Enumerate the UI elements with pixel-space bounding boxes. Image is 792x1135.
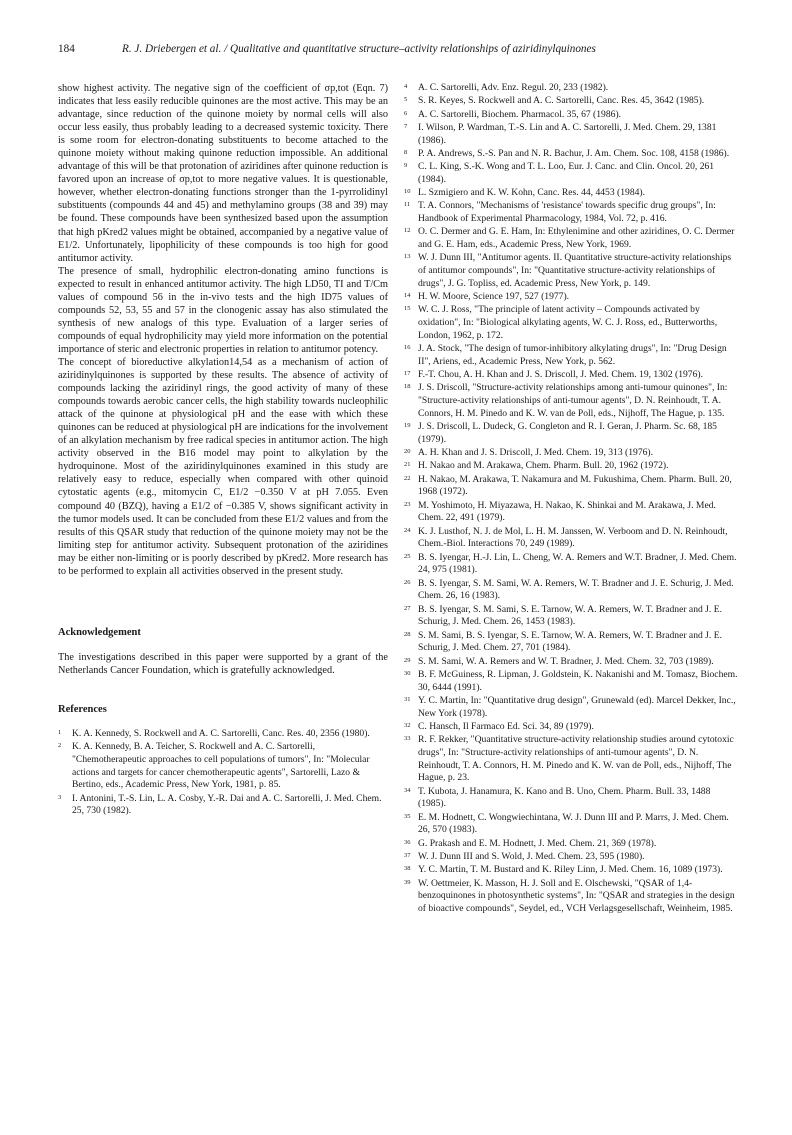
reference-number: 22 [404, 474, 411, 482]
reference-number: 6 [404, 109, 408, 117]
reference-number: 12 [404, 227, 411, 235]
reference-text: G. Prakash and E. M. Hodnett, J. Med. Chem. 21, 369 (1978). [418, 837, 657, 849]
reference-item [58, 741, 388, 792]
reference-item [58, 793, 388, 818]
reference-number: 4 [404, 83, 408, 90]
reference-text: A. C. Sartorelli, Biochem. Pharmacol. 35, 67 (1986). [418, 108, 622, 120]
reference-number: 21 [404, 461, 411, 469]
reference-number: 28 [404, 630, 411, 638]
reference-number: 2 [58, 742, 62, 750]
reference-item [404, 161, 740, 186]
reference-number: 29 [404, 656, 411, 664]
reference-text: A. H. Khan and J. S. Driscoll, J. Med. Chem. 19, 313 (1976). [418, 447, 654, 459]
reference-text: E. M. Hodnett, C. Wongwiechintana, W. J. Dunn III and P. Marrs, J. Med. Chem. 26, 570 (1983). [418, 811, 729, 836]
reference-text: H. Nakao, M. Arakawa, T. Nakamura and M. Fukushima, Chem. Pharm. Bull. 20, 1968 (1972). [418, 473, 732, 498]
reference-number: 37 [404, 852, 411, 860]
reference-item [404, 669, 740, 694]
reference-number: 26 [404, 578, 411, 586]
reference-item [404, 82, 740, 95]
body-paragraph: The presence of small, hydrophilic electron-donating amino functions is expected to result in enhanced antitumor activity. The high LD50, TI and T/Cm values of compound 56 in the in-vivo tests and the high ID75 values of compounds 52, 53, 55 and 57 in the clonogenic assay has also stimulated the synthesis of new analogs of this type. Evaluation of a larger series of compounds of equal hydrophilicity may yield more information on the potential importance of steric and electronic properties in relation to antitumor potency. [58, 265, 388, 355]
reference-text: J. S. Driscoll, L. Dudeck, G. Congleton and R. I. Geran, J. Pharm. Sc. 68, 185 (1979). [418, 421, 717, 445]
reference-item [404, 695, 740, 720]
reference-text: H. Nakao and M. Arakawa, Chem. Pharm. Bull. 20, 1962 (1972). [418, 460, 669, 472]
reference-number: 14 [404, 292, 411, 300]
reference-text: I. Antonini, T.-S. Lin, L. A. Cosby, Y.-R. Dai and A. C. Sartorelli, J. Med. Chem. 25, 730 (1982). [72, 792, 382, 817]
reference-number: 10 [404, 188, 411, 196]
reference-text: W. Oettmeier, K. Masson, H. J. Soll and E. Olschewski, "QSAR of 1,4-benzoquinones in photosynthetic systems", In: "QSAR and strategies in the design of bioactive compounds", Seydel, ed., VCH Verlagsgesellschaft, Weinheim, 1985. [418, 877, 735, 915]
reference-number: 9 [404, 162, 408, 170]
reference-item [404, 656, 740, 669]
reference-number: 1 [58, 728, 62, 736]
reference-number: 31 [404, 696, 411, 704]
reference-number: 36 [404, 838, 411, 846]
reference-text: I. Wilson, P. Wardman, T.-S. Lin and A. C. Sartorelli, J. Med. Chem. 29, 1381 (1986). [418, 121, 717, 146]
reference-item [404, 200, 740, 225]
reference-item [404, 421, 740, 446]
reference-number: 27 [404, 604, 411, 612]
reference-text: F.-T. Chou, A. H. Khan and J. S. Driscoll, J. Med. Chem. 19, 1302 (1976). [418, 369, 703, 381]
page-header [58, 43, 734, 61]
reference-item [404, 447, 740, 460]
reference-number: 33 [404, 735, 411, 743]
reference-text: B. S. Iyengar, H.-J. Lin, L. Cheng, W. A. Remers and W.T. Bradner, J. Med. Chem. 24, 975 (1981). [418, 551, 737, 576]
reference-item [404, 474, 740, 499]
reference-item [404, 369, 740, 382]
reference-list-left [58, 728, 388, 818]
reference-item [404, 604, 740, 629]
reference-item [404, 382, 740, 420]
reference-number: 8 [404, 148, 408, 156]
reference-text: J. S. Driscoll, "Structure-activity relationships among anti-tumour quinones", In: "Structure-activity relationships of anti-tumour agents", D. N. Reinhoudt, T. A. Connors, H. M. Pinedo and K. W. van de Poll, eds., Nijhoff, The Hague, p. 135. [418, 382, 728, 419]
reference-number: 20 [404, 448, 411, 456]
reference-number: 32 [404, 722, 411, 730]
reference-text: P. A. Andrews, S.-S. Pan and N. R. Bachur, J. Am. Chem. Soc. 108, 4158 (1986). [418, 147, 730, 159]
reference-text: C. Hansch, Il Farmaco Ed. Sci. 34, 89 (1979). [418, 721, 594, 733]
reference-item [404, 148, 740, 161]
acknowledgement-text: The investigations described in this paper were supported by a grant of the Netherlands Cancer Foundation, which is gratefully acknowledged. [58, 651, 388, 676]
reference-item [404, 838, 740, 851]
reference-text: K. A. Kennedy, S. Rockwell and A. C. Sartorelli, Canc. Res. 40, 2356 (1980). [72, 727, 370, 739]
reference-item [404, 878, 740, 916]
reference-item [404, 304, 740, 342]
reference-text: R. F. Rekker, "Quantitative structure-activity relationship studies around cytotoxic drugs", In: "Structure-activity relationships of anti-tumour agents", D. N. Reinhoudt, T. A. Connors, H. M. Pinedo and K. W. van de Poll, eds., Nijhoff, The Hague, p. 23. [418, 734, 734, 784]
right-column [404, 82, 740, 916]
reference-text: Y. C. Martin, T. M. Bustard and K. Riley Linn, J. Med. Chem. 16, 1089 (1973). [418, 864, 723, 876]
references-heading: References [58, 703, 107, 715]
reference-number: 15 [404, 305, 411, 313]
reference-number: 38 [404, 865, 411, 873]
reference-text: B. F. McGuiness, R. Lipman, J. Goldstein, K. Nakanishi and M. Tomasz, Biochem. 30, 6444 (1991). [418, 669, 738, 693]
reference-number: 25 [404, 552, 411, 560]
reference-item [404, 721, 740, 734]
reference-number: 7 [404, 122, 408, 130]
reference-item [404, 812, 740, 837]
reference-text: S. M. Sami, W. A. Remers and W. T. Bradner, J. Med. Chem. 32, 703 (1989). [418, 655, 714, 667]
body-paragraph: show highest activity. The negative sign of the coefficient of σp,tot (Eqn. 7) indicates that less easily reducible quinones are the most active. This may be an advantage, since reduction of the quinone moiety by normal cells will also occur less easily, thus probably leading to a decreased systemic toxicity. There is some room for electron-donating substituents to become attached to the quinone moiety without making quinone reduction impossible. An additional advantage of this will be that protonation of aziridines after quinone reduction is favored upon an increase of σp,tot to more negative values. It is questionable, however, whether electron-donating functions stronger than the 1-pyrrolidinyl substituents (compounds 44 and 45) and methylamino groups (38 and 39) may be found. These compounds have been synthesized based upon the assumption that high pKred2 values might be obtained, accompanied by a negative value of E1/2. Unfortunately, lipophilicity of these compounds is too high for good antitumor activity. [58, 83, 388, 264]
reference-text: W. J. Dunn III and S. Wold, J. Med. Chem. 23, 595 (1980). [418, 851, 645, 863]
running-head: R. J. Driebergen et al. / Qualitative and quantitative structure–activity relationships of aziridinylquinones [122, 43, 596, 55]
reference-text: J. A. Stock, "The design of tumor-inhibitory alkylating drugs", In: "Drug Design II", Ariens, ed., Academic Press, New York, p. 562. [418, 343, 727, 367]
reference-number: 18 [404, 383, 411, 391]
reference-text: S. R. Keyes, S. Rockwell and A. C. Sartorelli, Canc. Res. 45, 3642 (1985). [418, 95, 705, 107]
reference-number: 35 [404, 812, 411, 820]
reference-item [404, 252, 740, 290]
reference-number: 13 [404, 253, 411, 261]
reference-item [404, 578, 740, 603]
reference-text: B. S. Iyengar, S. M. Sami, W. A. Remers, W. T. Bradner and J. E. Schurig, J. Med. Chem. 26, 16 (1983). [418, 577, 734, 602]
reference-text: T. A. Connors, "Mechanisms of 'resistance' towards specific drug groups", In: Handbook of Experimental Pharmacology, 1984, Vol. 72, p. 416. [418, 200, 716, 225]
reference-item [404, 109, 740, 122]
reference-item [58, 728, 388, 741]
reference-text: W. C. J. Ross, "The principle of latent activity – Compounds activated by oxidation", In: "Biological alkylating agents, W. C. J. Ross, ed., Butterworths, London, 1962, p. 172. [418, 304, 718, 341]
reference-text: K. J. Lusthof, N. J. de Mol, L. H. M. Janssen, W. Verboom and D. N. Reinhoudt, Chem.-Biol. Interactions 70, 249 (1989). [418, 525, 728, 550]
reference-item [404, 95, 740, 108]
reference-item [404, 630, 740, 655]
reference-number: 30 [404, 670, 411, 678]
reference-number: 17 [404, 370, 411, 378]
reference-number: 24 [404, 526, 411, 534]
reference-item [404, 187, 740, 200]
reference-text: T. Kubota, J. Hanamura, K. Kano and B. Uno, Chem. Pharm. Bull. 33, 1488 (1985). [418, 785, 711, 810]
reference-text: L. Szmigiero and K. W. Kohn, Canc. Res. 44, 4453 (1984). [418, 187, 646, 199]
reference-item [404, 864, 740, 877]
left-column [58, 82, 388, 819]
reference-item [404, 226, 740, 251]
reference-item [404, 786, 740, 811]
reference-item [404, 552, 740, 577]
reference-number: 11 [404, 201, 411, 209]
body-paragraph: The concept of bioreductive alkylation14,54 as a mechanism of action of aziridinylquinones is supported by these results. The absence of activity of compounds lacking the aziridinyl rings, the good activity of many of these compounds towards aerobic cancer cells, the high stability towards nucleophilic attack of the quinone at physiological pH and the ease with which these quinones can be reduced at physiological pH are indications for the involvement of an alkylation mechanism by free radical species in antitumor action. The high activity observed in the B16 model may point to alkylation by the hydroquinone. Most of the aziridinylquinones examined in this study are relatively easy to reduce, especially when compared with other quinoid cytostatic agents (e.g., mitomycin C, E1/2 −0.350 V at pH 7.055. Even compound 40 (BZQ), having a E1/2 of −0.385 V, shows significant activity in the tumor models used. It can be concluded from these E1/2 values and from the results of this QSAR study that reduction of the quinone moiety may not be the limiting step for antitumor activity. Subsequent protonation of the aziridines may be either non-limiting or is poorly described by pKred2. More research has to be performed to explain all activities observed in the present study. [58, 356, 388, 577]
reference-text: A. C. Sartorelli, Adv. Enz. Regul. 20, 233 (1982). [418, 82, 609, 93]
reference-item [404, 291, 740, 304]
reference-text: Y. C. Martin, In: "Quantitative drug design", Grunewald (ed). Marcel Dekker, Inc., New York (1978). [418, 695, 736, 719]
reference-text: B. S. Iyengar, S. M. Sami, S. E. Tarnow, W. A. Remers, W. T. Bradner and J. E. Schurig, J. Med. Chem. 26, 1453 (1983). [418, 603, 722, 628]
reference-list-right [404, 82, 740, 916]
reference-text: C. L. King, S.-K. Wong and T. L. Loo, Eur. J. Canc. and Clin. Oncol. 20, 261 (1984). [418, 161, 715, 185]
reference-number: 23 [404, 500, 411, 508]
reference-text: O. C. Dermer and G. E. Ham, In: Ethylenimine and other aziridines, O. C. Dermer and G. E. Ham, eds., Academic Press, New York, 1969. [418, 226, 735, 251]
reference-text: K. A. Kennedy, B. A. Teicher, S. Rockwell and A. C. Sartorelli, "Chemotherapeutic approaches to cell populations of tumors", In: "Molecular actions and targets for cancer chemotherapeutic agents", Sartorelli, Lazo & Bertino, eds., Academic Press, New York, 1981, p. 85. [72, 741, 370, 791]
reference-number: 16 [404, 344, 411, 352]
reference-text: W. J. Dunn III, "Antitumor agents. II. Quantitative structure-activity relationships of antitumor compounds", In: "Quantitative structure-activity relationships of drugs", J. G. Topliss, ed. Academic Press, New York, p. 149. [418, 252, 732, 289]
reference-item [404, 851, 740, 864]
reference-number: 34 [404, 786, 411, 794]
reference-item [404, 122, 740, 147]
reference-number: 3 [58, 793, 62, 801]
reference-text: M. Yoshimoto, H. Miyazawa, H. Nakao, K. Shinkai and M. Arakawa, J. Med. Chem. 22, 491 (1979). [418, 499, 716, 524]
reference-text: H. W. Moore, Science 197, 527 (1977). [418, 291, 570, 303]
reference-item [404, 734, 740, 785]
reference-text: S. M. Sami, B. S. Iyengar, S. E. Tarnow, W. A. Remers, W. T. Bradner and J. E. Schurig, J. Med. Chem. 27, 701 (1984). [418, 629, 722, 654]
reference-number: 5 [404, 96, 408, 104]
reference-item [404, 460, 740, 473]
reference-number: 39 [404, 878, 411, 886]
reference-item [404, 526, 740, 551]
page-number: 184 [58, 43, 75, 55]
reference-item [404, 343, 740, 368]
reference-item [404, 500, 740, 525]
acknowledgement-heading: Acknowledgement [58, 626, 141, 638]
reference-number: 19 [404, 422, 411, 430]
